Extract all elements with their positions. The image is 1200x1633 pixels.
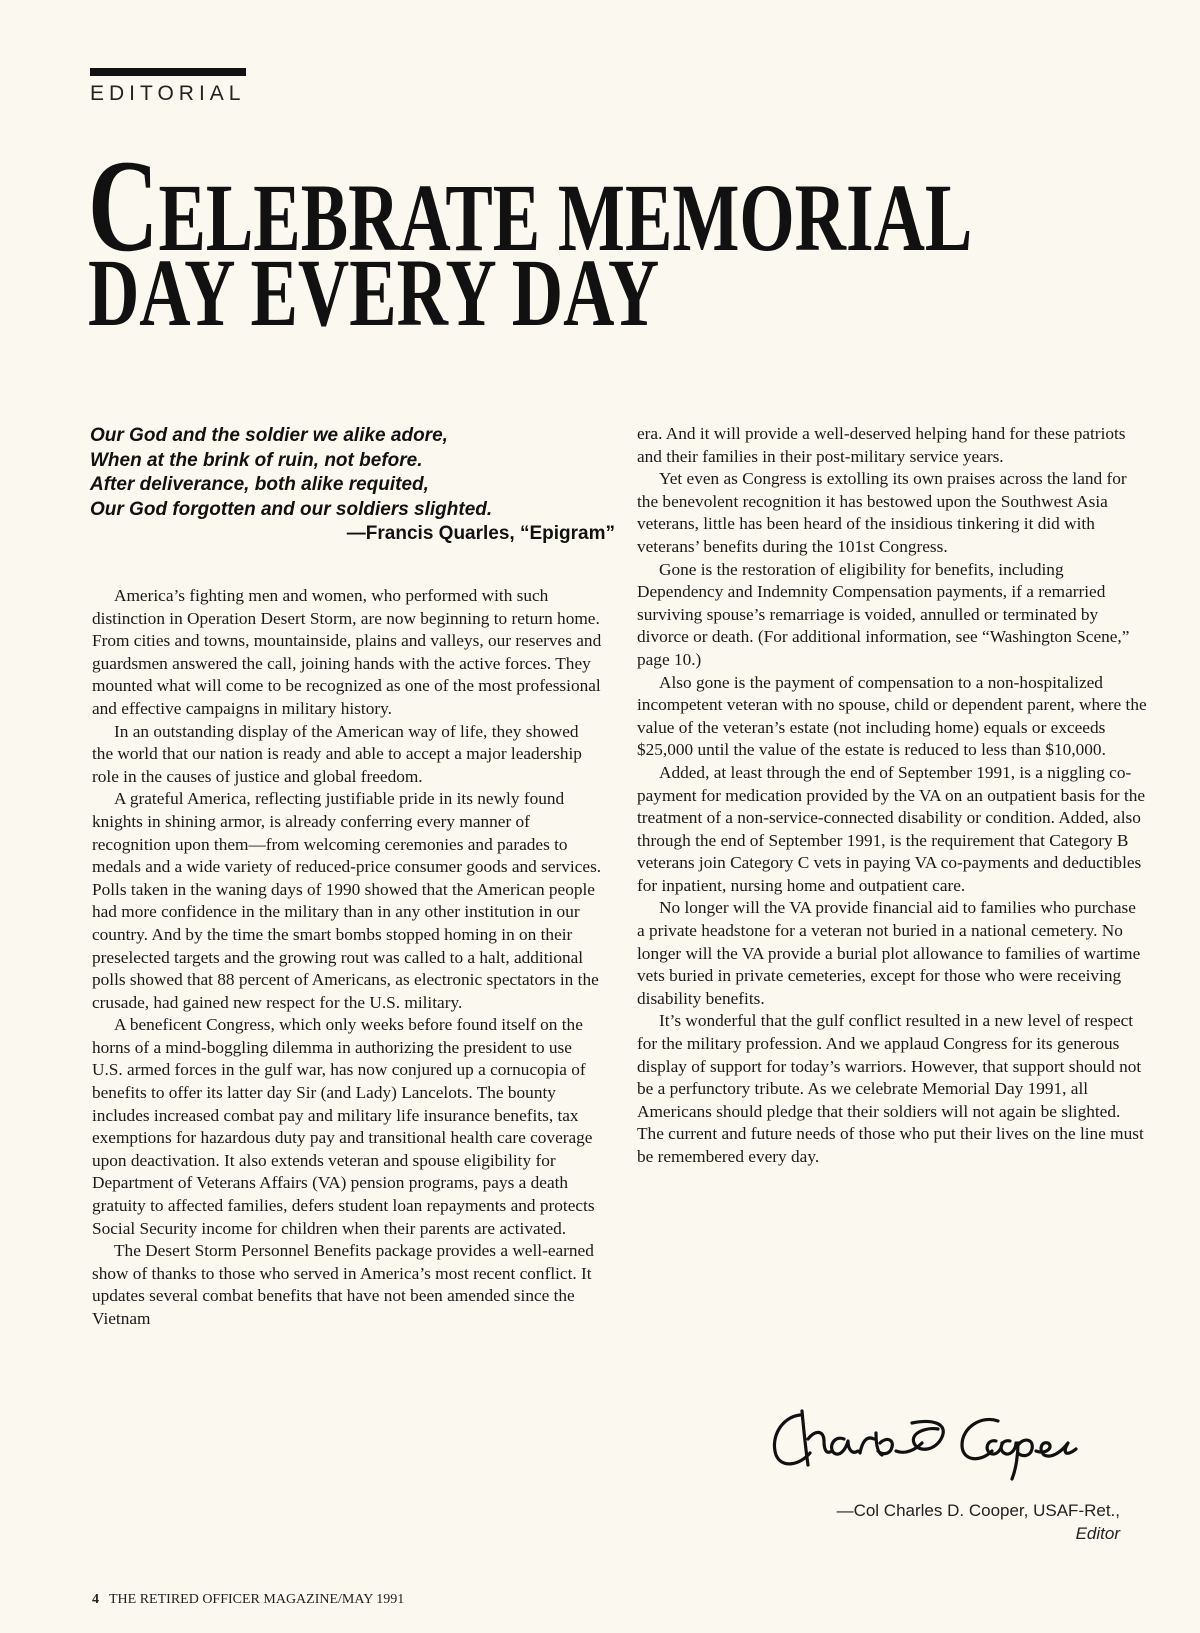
headline-line-2: DAY EVERY DAY (88, 239, 660, 346)
paragraph: No longer will the VA provide financial aid to families who purchase a private headstone for a veteran not buried in a national cemetery. No longer will the VA provide a burial plot allowance to families of wartime vets buried in private cemeteries, except for those who were receiving disability benefits. (637, 898, 1141, 1008)
publication-line: THE RETIRED OFFICER MAGAZINE/MAY 1991 (109, 1592, 405, 1607)
epigram-attribution: —Francis Quarles, “Epigram” (346, 523, 615, 544)
paragraph: A beneficent Congress, which only weeks before found itself on the horns of a mind-boggling dilemma in authorizing the president to use U.S. armed forces in the gulf war, has now conjured up a cornucopia of benefits to offer its latter day Sir (and Lady) Lancelots. The bounty includes increased combat pay and military life insurance benefits, tax exemptions for hazardous duty pay and transitional health care coverage upon deactivation. It also extends veteran and spouse eligibility for Department of Veterans Affairs (VA) pension programs, pays a death gratuity to affected families, defers student loan repayments and protects Social Security income for children when their parents are activated. (92, 1015, 595, 1238)
epigram-line: Our God and the soldier we alike adore, (90, 425, 448, 446)
paragraph: Yet even as Congress is extolling its own praises across the land for the benevolent recognition it has bestowed upon the Southwest Asia veterans, little has been heard of the insidious tinkering it did with veterans’ benefits during the 101st Congress. (637, 469, 1127, 556)
paragraph: In an outstanding display of the American way of life, they showed the world that our nation is ready and able to accept a major leadership role in the causes of justice and global freedom. (92, 721, 582, 786)
paragraph: The Desert Storm Personnel Benefits package provides a well-earned show of thanks to those who served in America’s most recent conflict. It updates several combat benefits that have not been amended since the Vietnam (92, 1241, 594, 1328)
paragraph: Also gone is the payment of compensation to a non-hospitalized incompetent veteran with no spouse, child or dependent parent, where the value of the veteran’s estate (not including home) equals or exceeds $25,000 until the value of the estate is reduced to less than $10,000. (637, 672, 1147, 760)
headline-line-1-rest: ELEBRATE MEMORIAL (158, 164, 973, 271)
paragraph: It’s wonderful that the gulf conflict resulted in a new level of respect for the military profession. And we applaud Congress for its generous display of support for today’s warriors. However, that support should not be a perfunctory tribute. As we celebrate Memorial Day 1991, all Americans should pledge that their soldiers will not again be slighted. The current and future needs of those who put their lives on the line must be remembered every day. (637, 1011, 1144, 1166)
signature-name: —Col Charles D. Cooper, USAF-Ret., (836, 1501, 1120, 1520)
headline-line-1 (88, 132, 973, 279)
signature-title: Editor (1075, 1524, 1120, 1543)
paragraph: A grateful America, reflecting justifiable pride in its newly found knights in shining armor, is already conferring every manner of recognition upon them—from welcoming ceremonies and parades to medals and a wide variety of reduced-price consumer goods and services. Polls taken in the waning days of 1990 showed that the American people had more confidence in the military than in any other institution in our country. And by the time the smart bombs stopped homing in on their preselected targets and the growing rout was called to a halt, additional polls showed that 88 percent of Americans, as electronic spectators in the crusade, had gained new respect for the U.S. military. (92, 789, 602, 1012)
page-footer (92, 1592, 404, 1608)
headline (88, 132, 973, 350)
epigram (90, 424, 615, 547)
paragraph: Added, at least through the end of September 1991, is a niggling co-payment for medication provided by the VA on an outpatient basis for the treatment of a non-service-connected disability or condition. Added, also through the end of September 1991, is the requirement that Category B veterans join Category C vets in paying VA co-payments and deductibles for inpatient, nursing home and outpatient care. (637, 762, 1146, 895)
epigram-line: After deliverance, both alike requited, (90, 474, 429, 495)
epigram-line: Our God forgotten and our soldiers slighted. (90, 498, 493, 520)
headline-initial: C (88, 132, 159, 279)
paragraph: America’s fighting men and women, who performed with such distinction in Operation Desert Storm, are now beginning to return home. From cities and towns, mountainside, plains and valleys, our reserves and guardsmen answered the call, joining hands with the active forces. They mounted what will come to be recognized as one of the most professional and effective campaigns in military history. (92, 586, 602, 718)
page-number: 4 (92, 1592, 99, 1607)
right-column (637, 423, 1147, 1169)
paragraph: Gone is the restoration of eligibility for benefits, including Dependency and Indemnity Compensation payments, if a remarried surviving spouse’s remarriage is voided, annulled or terminated by divorce or death. (For additional information, see “Washington Scene,” page 10.) (637, 559, 1130, 669)
signature-image (762, 1393, 1082, 1483)
paragraph: era. And it will provide a well-deserved helping hand for these patriots and their families in their post-military service years. (637, 424, 1126, 466)
epigram-line: When at the brink of ruin, not before. (90, 449, 423, 471)
section-label: EDITORIAL (90, 82, 246, 105)
left-column (92, 585, 602, 1331)
section-rule (90, 68, 246, 76)
